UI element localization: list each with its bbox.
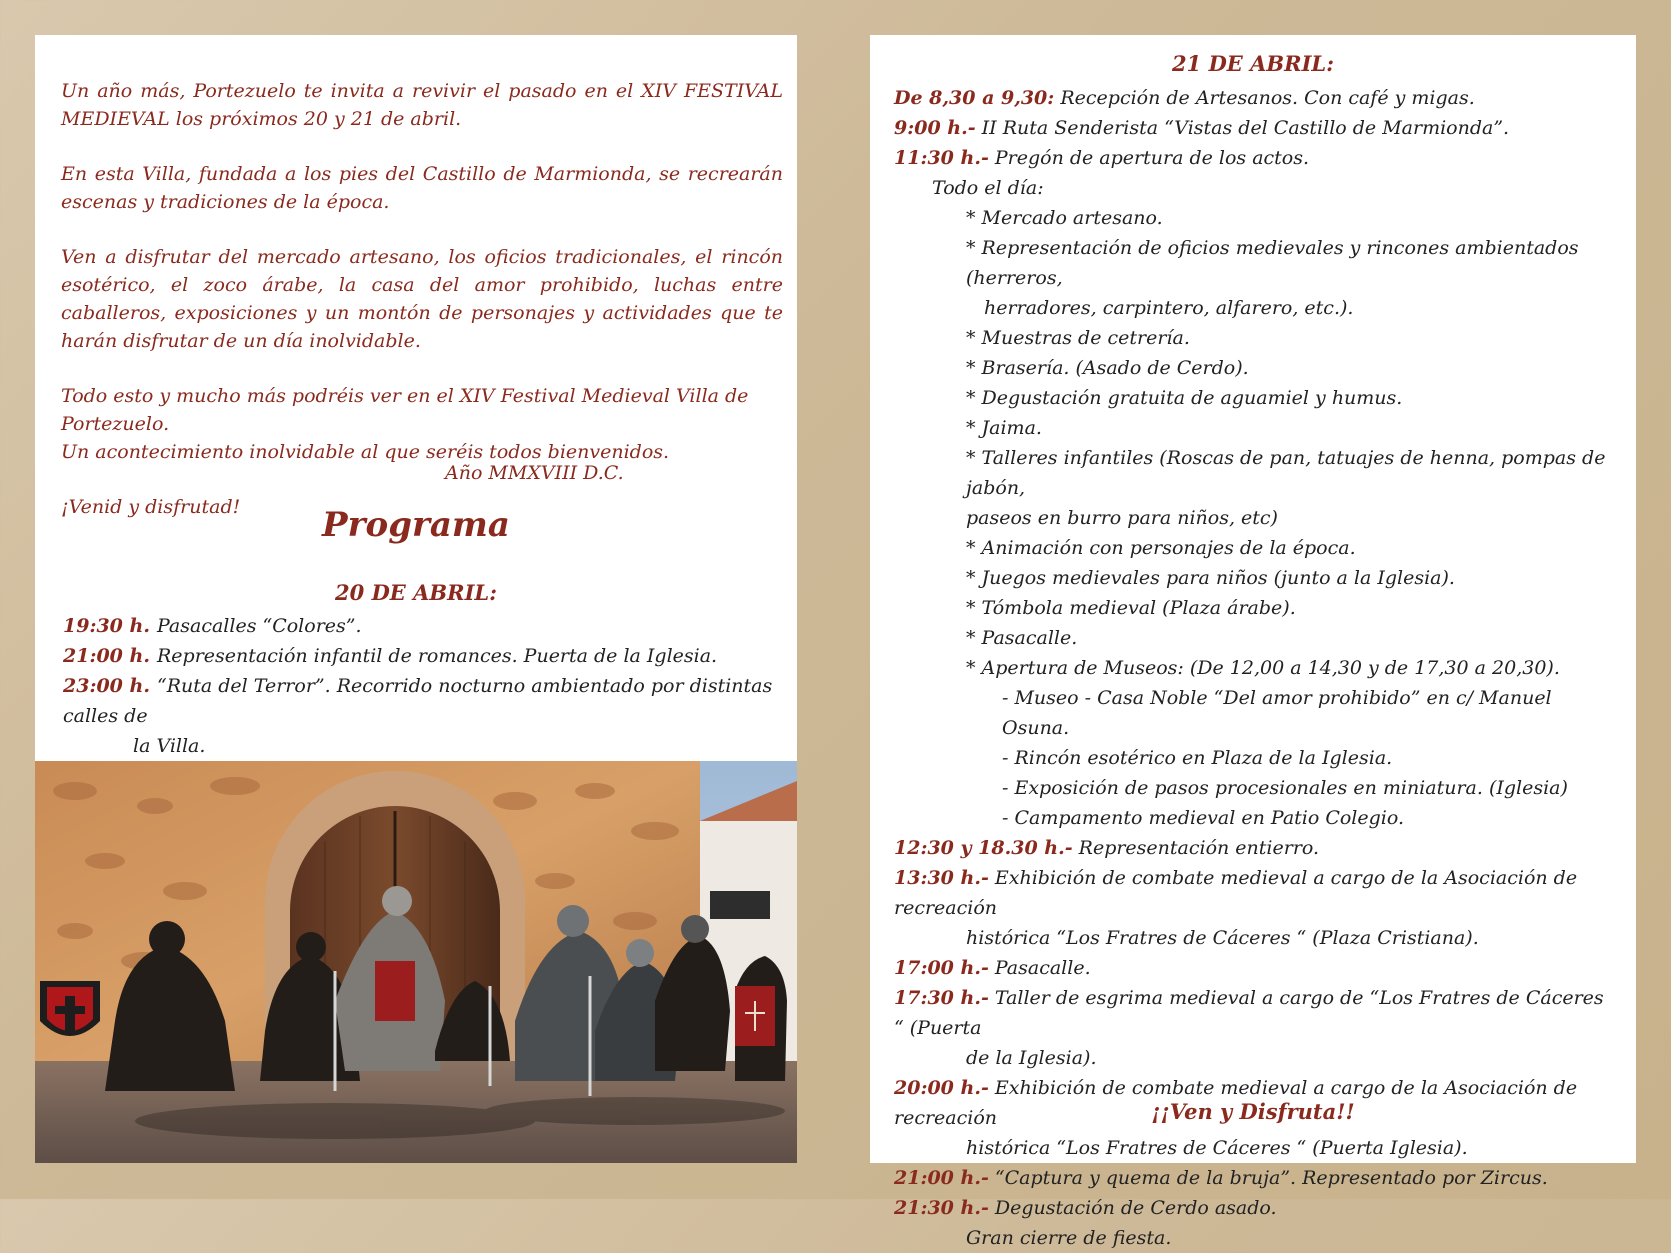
- activity-item: * Juegos medievales para niños (junto a la Iglesia).: [966, 567, 1455, 589]
- schedule-item-continuation: histórica “Los Fratres de Cáceres “ (Puerta Iglesia).: [966, 1137, 1468, 1159]
- intro-paragraph-4a: Todo esto y mucho más podréis ver en el XIV Festival Medieval Villa de Portezuelo.: [61, 385, 749, 435]
- museum-item: - Campamento medieval en Patio Colegio.: [1002, 807, 1405, 829]
- activity-item: * Pasacalle.: [966, 627, 1078, 649]
- day1-title: 20 DE ABRIL:: [335, 580, 497, 605]
- activity-item-continuation: herradores, carpintero, alfarero, etc.).: [984, 297, 1354, 319]
- schedule-text: “Ruta del Terror”. Recorrido nocturno ambientado por distintas calles de: [63, 675, 773, 727]
- schedule-time: 23:00 h.: [63, 675, 150, 697]
- schedule-time: 21:00 h.: [63, 645, 150, 667]
- activity-item: * Muestras de cetrería.: [966, 327, 1190, 349]
- schedule-text: Exhibición de combate medieval a cargo de la Asociación de recreación: [894, 867, 1578, 919]
- schedule-text: Degustación de Cerdo asado.: [994, 1197, 1277, 1219]
- schedule-time: 19:30 h.: [63, 615, 150, 637]
- activity-item: * Jaima.: [966, 417, 1042, 439]
- schedule-text: Exhibición de combate medieval a cargo de la Asociación de recreación: [894, 1077, 1578, 1129]
- schedule-item: [894, 143, 1614, 173]
- schedule-item: [894, 113, 1614, 143]
- schedule-text: “Captura y quema de la bruja”. Representado por Zircus.: [994, 1167, 1548, 1189]
- activity-item: * Animación con personajes de la época.: [966, 537, 1356, 559]
- schedule-text: Recepción de Artesanos. Con café y migas.: [1060, 87, 1475, 109]
- intro-text: [61, 77, 783, 521]
- all-day-label: Todo el día:: [932, 177, 1044, 199]
- schedule-item: [894, 1163, 1614, 1193]
- schedule-text: Pasacalles “Colores”.: [157, 615, 362, 637]
- schedule-time: De 8,30 a 9,30:: [894, 87, 1055, 109]
- schedule-text: Representación infantil de romances. Puerta de la Iglesia.: [157, 645, 718, 667]
- schedule-item: [894, 983, 1614, 1043]
- festival-photo: [35, 761, 797, 1163]
- day2-schedule: [894, 83, 1614, 1253]
- signature-date: Año MMXVIII D.C.: [445, 462, 624, 484]
- activity-item: * Degustación gratuita de aguamiel y humus.: [966, 387, 1403, 409]
- day2-title: 21 DE ABRIL:: [1172, 51, 1334, 76]
- day1-schedule: [63, 611, 783, 761]
- intro-paragraph-2: En esta Villa, fundada a los pies del Castillo de Marmionda, se recrearán escenas y tradiciones de la época.: [61, 163, 783, 213]
- activity-item: * Tómbola medieval (Plaza árabe).: [966, 597, 1296, 619]
- right-page: [870, 35, 1636, 1249]
- schedule-item: [894, 83, 1614, 113]
- schedule-text: Representación entierro.: [1078, 837, 1320, 859]
- intro-paragraph-5: ¡Venid y disfrutad!: [61, 496, 241, 518]
- schedule-item: [894, 953, 1614, 983]
- museum-item: - Museo - Casa Noble “Del amor prohibido” en c/ Manuel Osuna.: [1002, 687, 1552, 739]
- schedule-text: Pregón de apertura de los actos.: [994, 147, 1310, 169]
- schedule-time: 13:30 h.-: [894, 867, 989, 889]
- schedule-item-continuation: histórica “Los Fratres de Cáceres “ (Plaza Cristiana).: [966, 927, 1479, 949]
- schedule-time: 21:30 h.-: [894, 1197, 989, 1219]
- schedule-time: 12:30 y 18.30 h.-: [894, 837, 1073, 859]
- schedule-time: 11:30 h.-: [894, 147, 989, 169]
- schedule-text: Taller de esgrima medieval a cargo de “Los Fratres de Cáceres “ (Puerta: [894, 987, 1604, 1039]
- activity-item: * Apertura de Museos: (De 12,00 a 14,30 y de 17,30 a 20,30).: [966, 657, 1560, 679]
- schedule-time: 20:00 h.-: [894, 1077, 989, 1099]
- intro-paragraph-1: Un año más, Portezuelo te invita a revivir el pasado en el XIV FESTIVAL MEDIEVAL los próximos 20 y 21 de abril.: [61, 80, 783, 130]
- schedule-item-continuation: de la Iglesia).: [966, 1047, 1097, 1069]
- programa-title: Programa: [322, 505, 510, 545]
- schedule-item-continuation: Gran cierre de fiesta.: [966, 1227, 1172, 1249]
- schedule-time: 17:00 h.-: [894, 957, 989, 979]
- schedule-time: 21:00 h.-: [894, 1167, 989, 1189]
- schedule-item: [63, 671, 783, 731]
- schedule-item: [63, 611, 783, 641]
- museum-item: - Exposición de pasos procesionales en miniatura. (Iglesia): [1002, 777, 1568, 799]
- schedule-text: Pasacalle.: [994, 957, 1091, 979]
- schedule-text: II Ruta Senderista “Vistas del Castillo de Marmionda”.: [981, 117, 1510, 139]
- schedule-time: 9:00 h.-: [894, 117, 976, 139]
- schedule-time: 17:30 h.-: [894, 987, 989, 1009]
- schedule-item-continuation: la Villa.: [133, 735, 206, 757]
- schedule-item: [894, 833, 1614, 863]
- activity-item: * Brasería. (Asado de Cerdo).: [966, 357, 1249, 379]
- activity-item: * Representación de oficios medievales y rincones ambientados (herreros,: [966, 237, 1579, 289]
- intro-paragraph-4b: Un acontecimiento inolvidable al que seréis todos bienvenidos.: [61, 441, 670, 463]
- left-page: [35, 35, 797, 1163]
- activity-item-continuation: paseos en burro para niños, etc): [966, 507, 1278, 529]
- museum-item: - Rincón esotérico en Plaza de la Iglesia.: [1002, 747, 1393, 769]
- activity-item: * Mercado artesano.: [966, 207, 1163, 229]
- closing-slogan: ¡¡Ven y Disfruta!!: [1151, 1099, 1355, 1124]
- intro-paragraph-3: Ven a disfrutar del mercado artesano, los oficios tradicionales, el rincón esotérico, el zoco árabe, la casa del amor prohibido, luchas entre caballeros, exposiciones y un montón de personajes y actividades que te harán disfrutar de un día inolvidable.: [61, 246, 783, 352]
- schedule-item: [63, 641, 783, 671]
- activity-item: * Talleres infantiles (Roscas de pan, tatuajes de henna, pompas de jabón,: [966, 447, 1606, 499]
- schedule-item: [894, 1193, 1614, 1223]
- schedule-item: [894, 863, 1614, 923]
